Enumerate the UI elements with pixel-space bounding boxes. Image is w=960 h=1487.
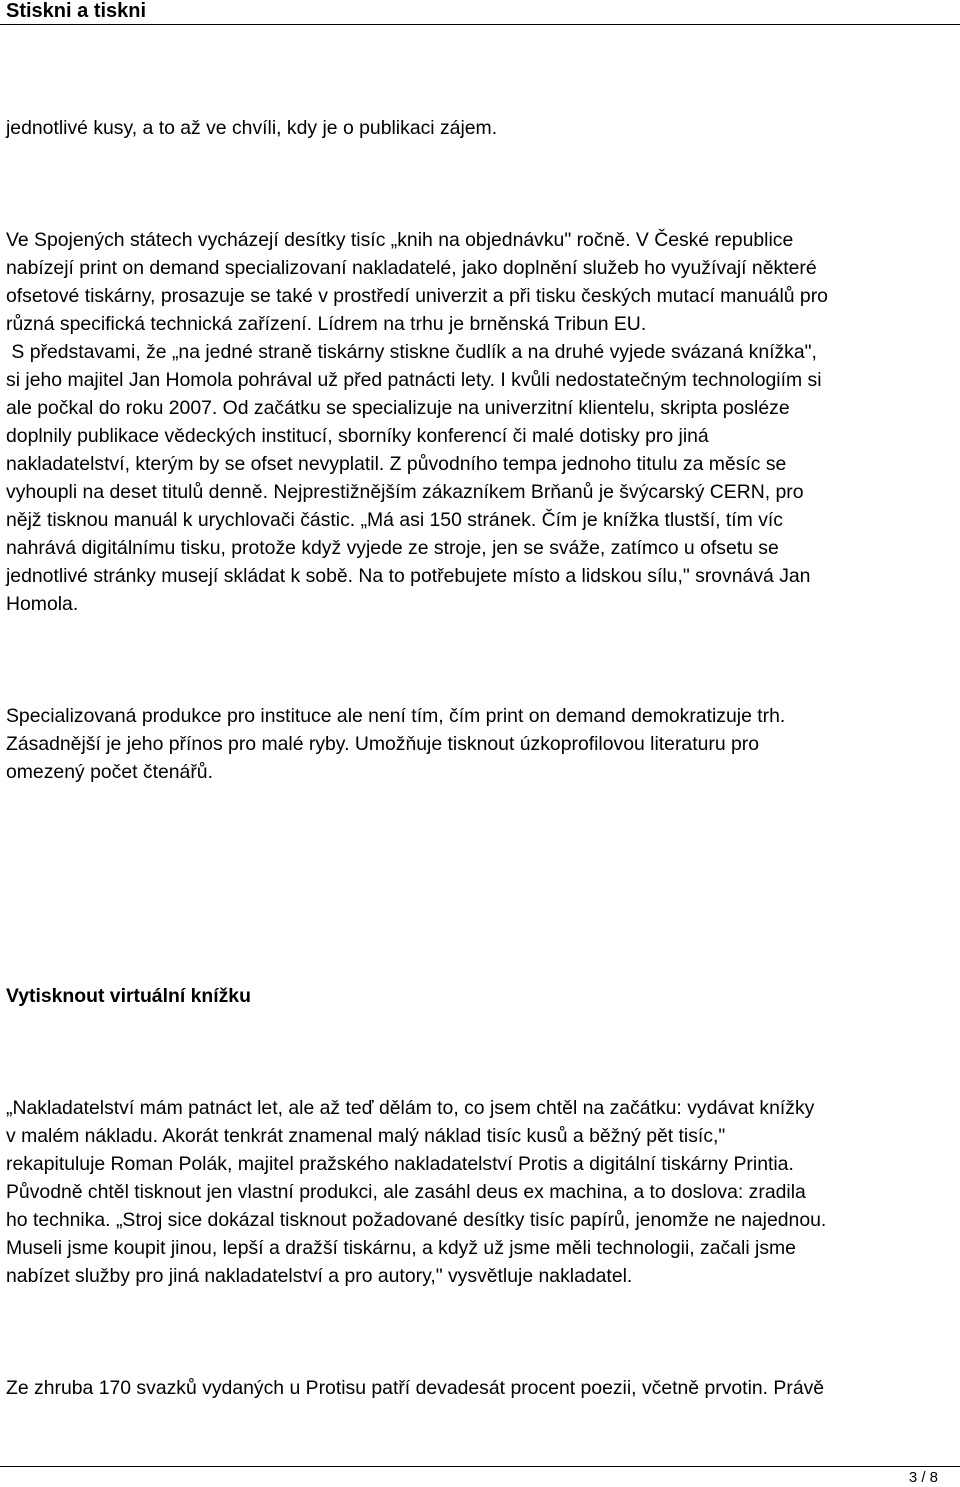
text-line: Původně chtěl tisknout jen vlastní produkci, ale zasáhl deus ex machina, a to doslova: zradila bbox=[6, 1181, 806, 1203]
text-line: ale počkal do roku 2007. Od začátku se specializuje na univerzitní klientelu, skripta posléze bbox=[6, 397, 790, 419]
paragraph-us-market bbox=[6, 226, 958, 618]
text-line: nabízet služby pro jiná nakladatelství a pro autory," vysvětluje nakladatel. bbox=[6, 1265, 633, 1287]
paragraph-institutions bbox=[6, 702, 958, 786]
paragraph-intro bbox=[6, 114, 958, 142]
page-number: 3 / 8 bbox=[908, 1469, 938, 1486]
text-line: Specializovaná produkce pro instituce ale není tím, čím print on demand demokratizuje trh. bbox=[6, 705, 786, 727]
text-line: různá specifická technická zařízení. Lídrem na trhu je brněnská Tribun EU. bbox=[6, 313, 647, 335]
text-line: Museli jsme koupit jinou, lepší a dražší tiskárnu, a když už jsme měli technologii, začali jsme bbox=[6, 1237, 796, 1259]
text-line: jednotlivé kusy, a to až ve chvíli, kdy je o publikaci zájem. bbox=[6, 117, 498, 139]
text-line: Homola. bbox=[6, 593, 79, 615]
text-line: doplnily publikace vědeckých institucí, sborníky konferencí či malé dotisky pro jiná bbox=[6, 425, 709, 447]
text-line: nějž tisknou manuál k urychlovači částic. „Má asi 150 stránek. Čím je knížka tlustší, tím víc bbox=[6, 509, 783, 531]
header-divider bbox=[0, 24, 960, 25]
text-line: nabízejí print on demand specializovaní nakladatelé, jako doplnění služeb ho využívají některé bbox=[6, 257, 817, 279]
section-heading: Vytisknout virtuální knížku bbox=[6, 985, 251, 1007]
text-line: ho technika. „Stroj sice dokázal tisknout požadované desítky tisíc papírů, jenomže ne najednou. bbox=[6, 1209, 827, 1231]
text-line: nakladatelství, kterým by se ofset nevyplatil. Z původního tempa jednoho titulu za měsíc se bbox=[6, 453, 787, 475]
text-line: vyhoupli na deset titulů denně. Nejprestižnějším zákazníkem Brňanů je švýcarský CERN, pro bbox=[6, 481, 804, 503]
text-line: jednotlivé stránky musejí skládat k sobě. Na to potřebujete místo a lidskou sílu," srovnává Jan bbox=[6, 565, 811, 587]
text-line: ofsetové tiskárny, prosazuje se také v prostředí univerzit a při tisku českých mutací manuálů pro bbox=[6, 285, 828, 307]
text-line: Ve Spojených státech vycházejí desítky tisíc „knih na objednávku" ročně. V České republice bbox=[6, 229, 794, 251]
text-line: „Nakladatelství mám patnáct let, ale až teď dělám to, co jsem chtěl na začátku: vydávat knížky bbox=[6, 1097, 815, 1119]
paragraph-protis bbox=[6, 1094, 958, 1290]
page-header-title: Stiskni a tiskni bbox=[6, 0, 147, 22]
text-line: omezený počet čtenářů. bbox=[6, 761, 213, 783]
text-line: Zásadnější je jeho přínos pro malé ryby. Umožňuje tisknout úzkoprofilovou literaturu pro bbox=[6, 733, 760, 755]
text-line: S představami, že „na jedné straně tiskárny stiskne čudlík a na druhé vyjede svázaná knížka", bbox=[6, 341, 817, 363]
text-line: nahrává digitálnímu tisku, protože když vyjede ze stroje, jen se sváže, zatímco u ofsetu se bbox=[6, 537, 779, 559]
text-line: Ze zhruba 170 svazků vydaných u Protisu patří devadesát procent poezii, včetně prvotin. Právě bbox=[6, 1377, 825, 1399]
text-line: rekapituluje Roman Polák, majitel pražského nakladatelství Protis a digitální tiskárny Printia. bbox=[6, 1153, 794, 1175]
text-line: si jeho majitel Jan Homola pohrával už před patnácti lety. I kvůli nedostatečným technologiím si bbox=[6, 369, 822, 391]
footer-divider bbox=[0, 1466, 960, 1467]
paragraph-poetry bbox=[6, 1374, 958, 1402]
text-line: v malém nákladu. Akorát tenkrát znamenal malý náklad tisíc kusů a běžný pět tisíc," bbox=[6, 1125, 726, 1147]
